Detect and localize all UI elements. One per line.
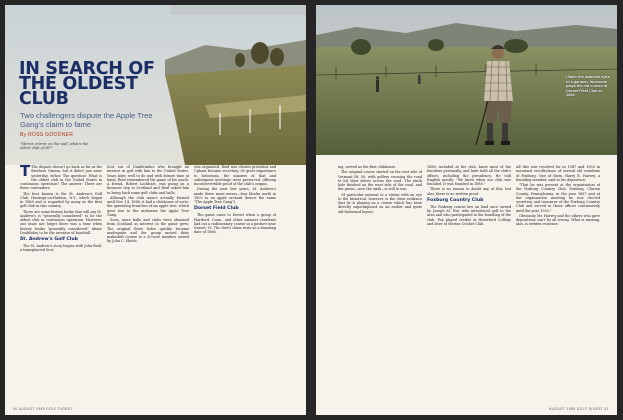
article-headline: IN SEARCH OF THE OLDEST CLUB [19, 59, 155, 109]
page-footer-right: AUGUST 1989 GOLF DIGEST 41 [549, 407, 609, 411]
byline: By ROSS GOODNER [20, 132, 74, 138]
section-heading-dorset: Dorset Field Club [194, 206, 239, 212]
left-column-2 [107, 165, 189, 397]
paragraph: The best known is the St. Andrew's Golf Club, Hastings-on-Hudson, N.Y., which began in 1888 and is regarded by many as the first golf club in this country. [20, 191, 102, 209]
paragraph: The game came to Dorset when a group of Hartford, Conn., and other summer residents laid out a rudimentary course in a pasture near Dorset, Vt. The club's claim rests on a founding date of 1886. [194, 213, 276, 235]
drop-cap: T [20, 165, 31, 180]
paragraph: During the next few years, St. Andrew's made three more moves—four blocks north in 1892 to an apple orchard (hence the name "The Apple Tree Gang"). [194, 187, 276, 204]
section-heading-st-andrews: St. Andrew's Golf Club [20, 237, 78, 242]
paragraph: Obviously Mr. Harvey and the others who gave depositions can't be all wrong. What is missing, alas, is written evidence. [516, 213, 600, 227]
article-deck: Two challengers dispute the Apple Tree Gang's claim to fame [20, 111, 153, 129]
paragraph: ing, served as the first clubhouse. [338, 165, 397, 169]
paragraph: The St. Andrew's story begins with John Reid, a transplanted Scot [20, 244, 102, 253]
paragraph: was organized. Reid was chosen president and Upham became secretary. Of great importance to historians, the minutes of that and subsequent meetings were preserved, offering incontrovertible proof of the club's origins. [194, 165, 276, 186]
left-column-3 [194, 165, 276, 397]
left-page [5, 5, 306, 415]
right-page [316, 5, 617, 415]
paragraph [20, 165, 102, 191]
paragraph: Although the club wasn't actually formed until Nov. 14, 1888, it had a clubhouse of sorts: the spreading branches of an apple tree, which gave rise to the nickname the Apple Tree Gang. [107, 195, 189, 217]
page-footer-left: 40 AUGUST 1989 GOLF DIGEST [13, 407, 73, 411]
section-heading-foxburg: Foxburg Country Club [427, 197, 484, 203]
paragraph: Soon, more balls and clubs were obtained from Scotland as interest in the game grew. The original three holes quickly became inadequate and the group moved their makeshift course to a 30-acre meadow owned by John C. Shotts. [107, 218, 189, 244]
right-column-3 [516, 165, 600, 397]
paragraph-text: The dispute doesn't go back as far as the Brothers Grimm, but it didn't just arise yesterday, either. The question: What is the oldest club in the United States in continuous operation? The answer: There are three contenders. [20, 165, 102, 191]
paragraph: Scot out of Dunfermline who brought an interest in golf with him to the United States. Years later, well to do and with leisure time at hand, Reid remembered the game of his youth. A friend, Robert Lockhart, was going on a business trip to Scotland and Reid asked him to bring back some golf clubs and balls. [107, 165, 189, 195]
paragraph: There are some history books that will say St. Andrew's is "generally considered" to be the oldest club in continuous operation. However, one must not forget there was a time when history books "generally considered" Abner Doubleday to be the inventor of baseball. [20, 209, 102, 235]
paragraph: The original course started on the east side of Vermont Rt. 30, with golfers crossing the road to hit their drives across the road. The ninth hole finished on the west side of the road, and the green—now the sixth—is still in use. [338, 170, 422, 192]
paragraph: 1886, included at the club, knew most of the founders personally, and later held all the club's offices, including the presidency. He told English mostly: "We know when our club was founded. It was founded in 1886." [427, 165, 511, 186]
photo-caption: Under the watchful eyes of a garmen, foursome plays the old course at Dorset Field Club in 1886. [566, 75, 610, 98]
paragraph: The Foxburg course lies on land once owned by Joseph M. Fox, who introduced golf to the area and who participated in the founding of the club. Fox played cricket at Haverford College and later at Merion Cricket Club. [427, 204, 511, 226]
paragraph: There is no reason to doubt any of this, but alas, there is no written proof. [427, 187, 511, 196]
left-column-1 [20, 165, 102, 397]
right-column-2 [427, 165, 511, 397]
paragraph: Of particular interest to a visitor with an eye to the historical, however, is the clear evidence that he is playing on a course which has been directly superimposed on an earlier and quite old-fashioned layout. [338, 192, 422, 214]
right-column-1 [338, 165, 422, 397]
paragraph: "That he was present at the organization of the Foxburg Country Club, Foxburg, Clarion County, Pennsylvania, in the year 1887 and at the organization meeting he was elected secretary and treasurer of the Foxburg Country Club and served in those offices continuously until the year 1903." [516, 183, 600, 213]
epigraph-quote: "Mirror, mirror on the wall, what's the oldest club of all?" [20, 142, 89, 151]
paragraph: All this was resolved for in 1947 and 1950 in notarized recollections of several old residents of Foxburg. One of them, Harry R. Harvey, a founding member, said in his deposition: [516, 165, 600, 182]
